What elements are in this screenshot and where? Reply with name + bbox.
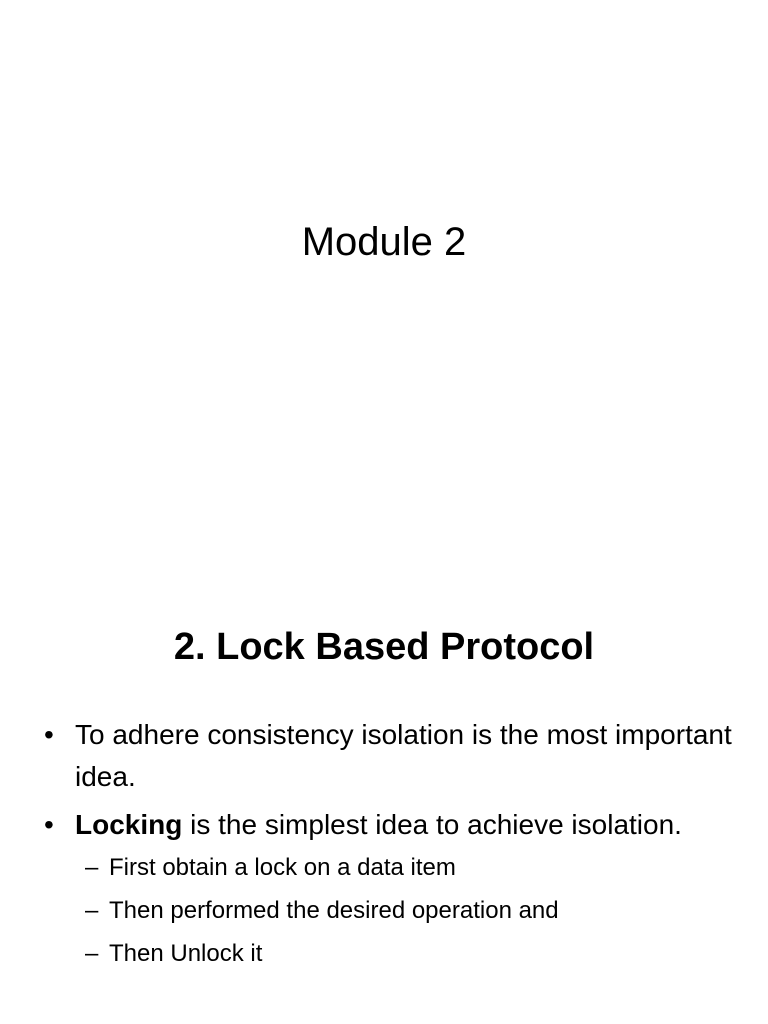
- bullet-text: To adhere consistency isolation is the most important idea.: [75, 719, 732, 792]
- sub-bullet-text: Then performed the desired operation and: [109, 897, 559, 924]
- slide-title: Module 2: [301, 220, 467, 264]
- sub-bullet-item: [85, 846, 744, 889]
- sub-bullet-item: [85, 889, 744, 932]
- bullet-text: is the simplest idea to achieve isolation.: [182, 809, 682, 840]
- bullet-item-locking: [44, 804, 744, 975]
- sub-bullet-item: [85, 932, 744, 975]
- bold-term: Locking: [75, 809, 183, 840]
- sub-bullet-list: [85, 846, 744, 975]
- dash-icon: –: [85, 854, 99, 881]
- sub-bullet-text: First obtain a lock on a data item: [109, 854, 456, 881]
- dash-icon: –: [85, 940, 99, 967]
- sub-bullet-text: Then Unlock it: [109, 940, 263, 967]
- bullet-dot-icon: •: [44, 719, 54, 750]
- bullet-dot-icon: •: [44, 809, 54, 840]
- bullet-list: [44, 714, 744, 981]
- bullet-item-isolation: [44, 714, 744, 798]
- dash-icon: –: [85, 897, 99, 924]
- section-heading: 2. Lock Based Protocol: [173, 626, 595, 668]
